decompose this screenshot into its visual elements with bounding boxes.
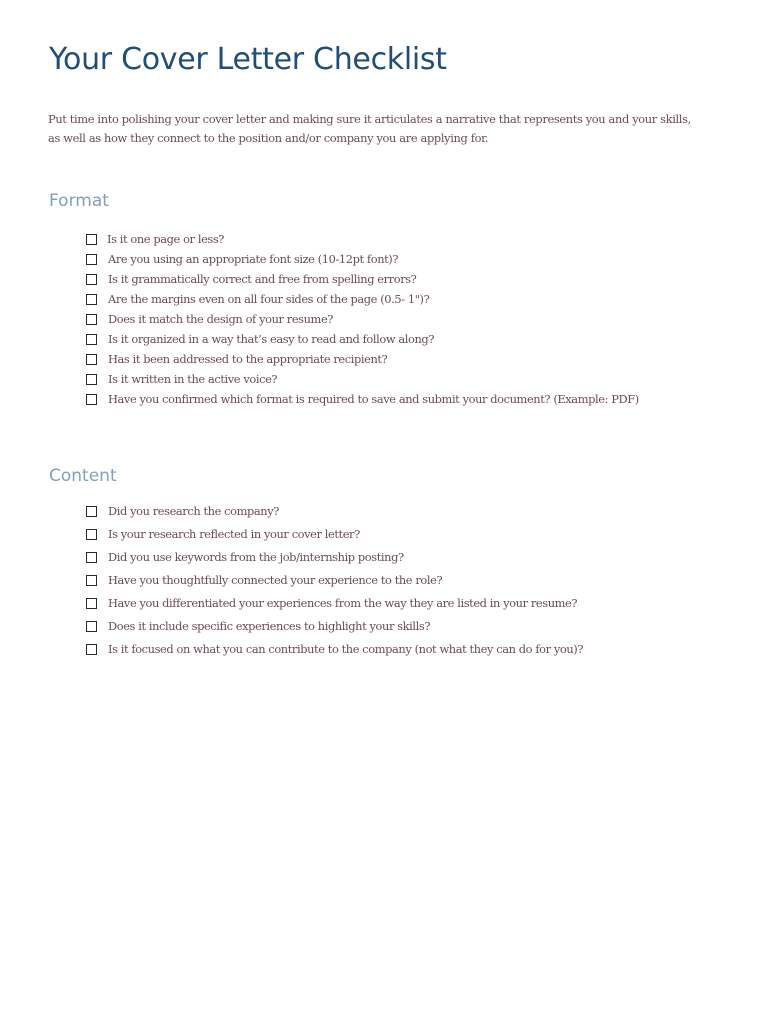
- checklist-item-label: Is it one page or less?: [107, 232, 225, 246]
- checklist-item-label: Did you use keywords from the job/internship posting?: [108, 550, 404, 564]
- checklist-item-label: Is your research reflected in your cover letter?: [108, 527, 360, 541]
- intro-line: Put time into polishing your cover letter and making sure it articulates a narrative that represents you and your skills,: [48, 112, 691, 126]
- checkbox[interactable]: [86, 644, 97, 655]
- checklist-item-label: Have you differentiated your experiences from the way they are listed in your resume?: [108, 596, 578, 610]
- checklist-item-label: Is it written in the active voice?: [108, 372, 278, 386]
- checklist-item-label: Did you research the company?: [108, 504, 279, 518]
- checklist-item-label: Are the margins even on all four sides of the page (0.5- 1")?: [108, 292, 430, 306]
- checkbox[interactable]: [86, 234, 97, 245]
- checklist-item-label: Does it include specific experiences to highlight your skills?: [108, 619, 431, 633]
- checkbox[interactable]: [86, 254, 97, 265]
- intro-line: as well as how they connect to the position and/or company you are applying for.: [48, 131, 489, 145]
- checkbox[interactable]: [86, 506, 97, 517]
- checkbox[interactable]: [86, 621, 97, 632]
- checklist-item-label: Have you confirmed which format is required to save and submit your document? (Example: PDF): [108, 392, 639, 406]
- checkbox[interactable]: [86, 274, 97, 285]
- checklist-item-label: Is it focused on what you can contribute to the company (not what they can do for you)?: [108, 642, 584, 656]
- section-heading-content: Content: [49, 466, 117, 486]
- checklist-item-label: Are you using an appropriate font size (10-12pt font)?: [108, 252, 399, 266]
- intro-paragraph: [48, 110, 691, 148]
- checkbox[interactable]: [86, 552, 97, 563]
- checkbox[interactable]: [86, 575, 97, 586]
- checklist-item-label: Have you thoughtfully connected your experience to the role?: [108, 573, 443, 587]
- checkbox[interactable]: [86, 598, 97, 609]
- checklist-item-label: Does it match the design of your resume?: [108, 312, 333, 326]
- section-heading-format: Format: [49, 191, 109, 211]
- checklist-item-label: Has it been addressed to the appropriate recipient?: [108, 352, 388, 366]
- checkbox[interactable]: [86, 334, 97, 345]
- checkbox[interactable]: [86, 354, 97, 365]
- checkbox[interactable]: [86, 314, 97, 325]
- checkbox[interactable]: [86, 394, 97, 405]
- page-title: Your Cover Letter Checklist: [49, 42, 447, 77]
- checklist-item-label: Is it organized in a way that’s easy to read and follow along?: [108, 332, 435, 346]
- checkbox[interactable]: [86, 374, 97, 385]
- checkbox[interactable]: [86, 294, 97, 305]
- checklist-item-label: Is it grammatically correct and free from spelling errors?: [108, 272, 417, 286]
- checkbox[interactable]: [86, 529, 97, 540]
